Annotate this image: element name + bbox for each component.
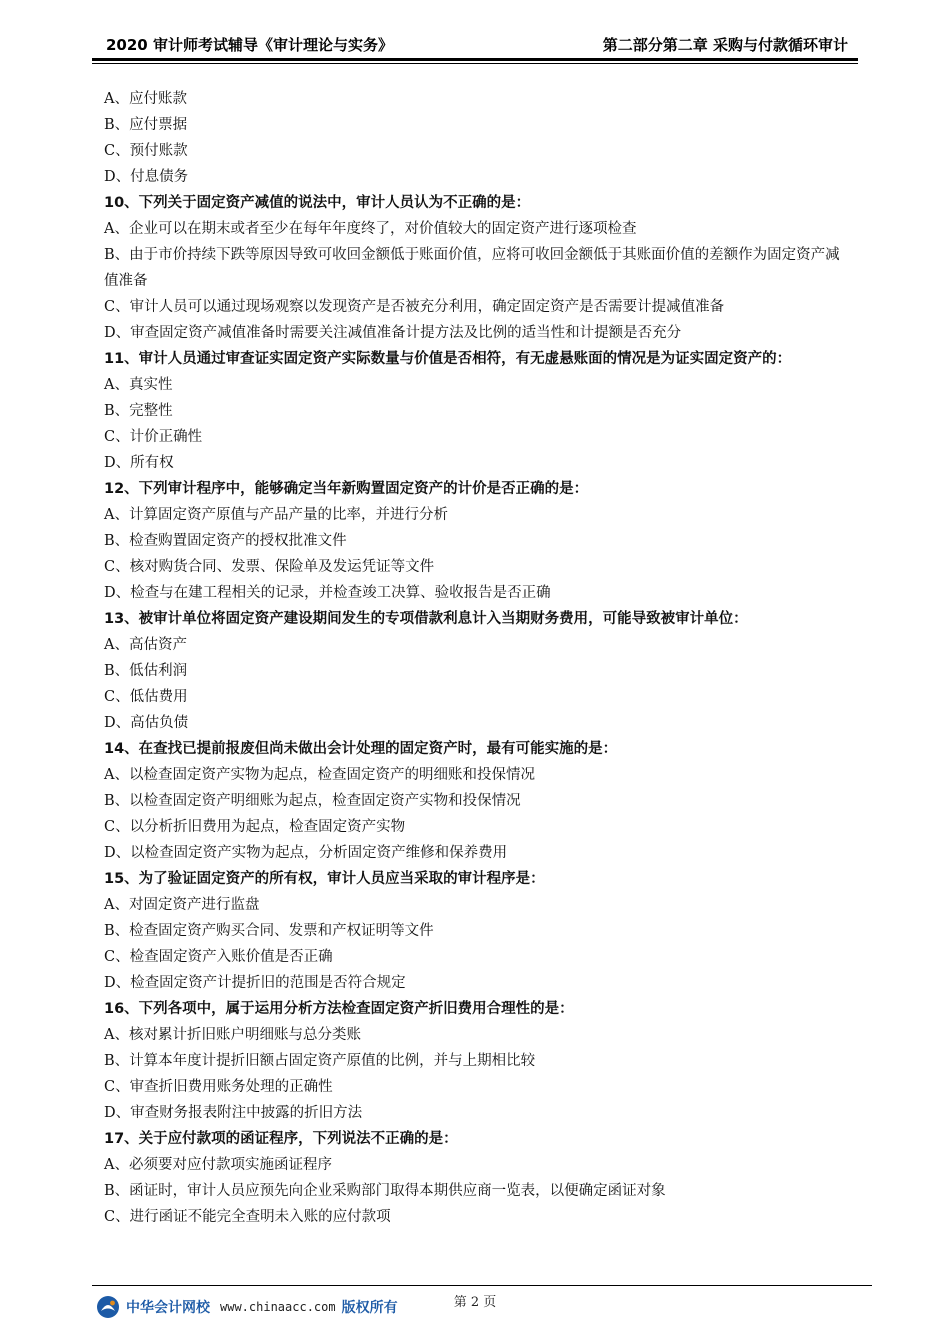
- question-stem: 13、被审计单位将固定资产建设期间发生的专项借款利息计入当期财务费用，可能导致被审计单位：: [104, 611, 748, 627]
- site-url[interactable]: www.chinaacc.com: [220, 1300, 336, 1314]
- copyright-text: 版权所有: [341, 1300, 398, 1316]
- answer-option: D、所有权: [104, 455, 174, 471]
- question-stem: 11、审计人员通过审查证实固定资产实际数量与价值是否相符，有无虚悬账面的情况是为证实固定资产的：: [104, 351, 792, 367]
- answer-option: B、以检查固定资产明细账为起点，检查固定资产实物和投保情况: [104, 793, 521, 809]
- answer-option: A、对固定资产进行监盘: [104, 897, 260, 913]
- answer-option: A、企业可以在期末或者至少在每年年度终了，对价值较大的固定资产进行逐项检查: [104, 221, 637, 237]
- answer-option: C、以分析折旧费用为起点，检查固定资产实物: [104, 819, 406, 835]
- brand-name: 中华会计网校: [126, 1300, 210, 1316]
- answer-option: B、检查购置固定资产的授权批准文件: [104, 533, 347, 549]
- answer-option: A、计算固定资产原值与产品产量的比率，并进行分析: [104, 507, 448, 523]
- footer-brand: [96, 1294, 398, 1320]
- answer-option: C、核对购货合同、发票、保险单及发运凭证等文件: [104, 559, 435, 575]
- question-stem: 10、下列关于固定资产减值的说法中，审计人员认为不正确的是：: [104, 195, 531, 211]
- header-chapter: 第二部分第二章 采购与付款循环审计: [602, 36, 848, 54]
- chinaacc-logo-icon: [96, 1295, 120, 1319]
- answer-option: B、检查固定资产购买合同、发票和产权证明等文件: [104, 923, 434, 939]
- question-stem: 17、关于应付款项的函证程序，下列说法不正确的是：: [104, 1131, 458, 1147]
- header-rule-thin: [92, 63, 858, 64]
- answer-option: C、审计人员可以通过现场观察以发现资产是否被充分利用，确定固定资产是否需要计提减值准备: [104, 299, 725, 315]
- answer-option: A、必须要对应付款项实施函证程序: [104, 1157, 332, 1173]
- answer-option: A、真实性: [104, 377, 173, 393]
- answer-option: A、高估资产: [104, 637, 187, 653]
- answer-option: C、计价正确性: [104, 429, 203, 445]
- page-number: 第 2 页: [453, 1295, 497, 1310]
- question-list: [104, 86, 852, 1230]
- question-stem: 12、下列审计程序中，能够确定当年新购置固定资产的计价是否正确的是：: [104, 481, 589, 497]
- answer-option: B、应付票据: [104, 117, 188, 133]
- answer-option: B、由于市价持续下跌等原因导致可收回金额低于账面价值，应将可收回金额低于其账面价值的差额作为固定资产减值准备: [104, 247, 840, 289]
- answer-option: B、计算本年度计提折旧额占固定资产原值的比例，并与上期相比较: [104, 1053, 536, 1069]
- answer-option: D、检查与在建工程相关的记录，并检查竣工决算、验收报告是否正确: [104, 585, 551, 601]
- answer-option: A、应付账款: [104, 91, 187, 107]
- question-stem: 15、为了验证固定资产的所有权，审计人员应当采取的审计程序是：: [104, 871, 545, 887]
- answer-option: D、高估负债: [104, 715, 189, 731]
- answer-option: D、审查财务报表附注中披露的折旧方法: [104, 1105, 363, 1121]
- answer-option: B、完整性: [104, 403, 173, 419]
- header-rule-thick: [92, 58, 858, 61]
- answer-option: D、付息债务: [104, 169, 189, 185]
- answer-option: C、审查折旧费用账务处理的正确性: [104, 1079, 333, 1095]
- header-title: 2020 审计师考试辅导《审计理论与实务》: [106, 36, 393, 54]
- answer-option: C、预付账款: [104, 143, 188, 159]
- answer-option: A、以检查固定资产实物为起点，检查固定资产的明细账和投保情况: [104, 767, 535, 783]
- answer-option: A、核对累计折旧账户明细账与总分类账: [104, 1027, 361, 1043]
- answer-option: B、函证时，审计人员应预先向企业采购部门取得本期供应商一览表，以便确定函证对象: [104, 1183, 666, 1199]
- answer-option: B、低估利润: [104, 663, 188, 679]
- answer-option: C、检查固定资产入账价值是否正确: [104, 949, 333, 965]
- answer-option: D、检查固定资产计提折旧的范围是否符合规定: [104, 975, 406, 991]
- answer-option: C、进行函证不能完全查明未入账的应付款项: [104, 1209, 391, 1225]
- question-stem: 16、下列各项中，属于运用分析方法检查固定资产折旧费用合理性的是：: [104, 1001, 574, 1017]
- answer-option: C、低估费用: [104, 689, 188, 705]
- answer-option: D、审查固定资产减值准备时需要关注减值准备计提方法及比例的适当性和计提额是否充分: [104, 325, 682, 341]
- footer-rule: [92, 1285, 872, 1286]
- question-stem: 14、在查找已提前报废但尚未做出会计处理的固定资产时，最有可能实施的是：: [104, 741, 618, 757]
- page-header: [92, 30, 858, 56]
- answer-option: D、以检查固定资产实物为起点，分析固定资产维修和保养费用: [104, 845, 508, 861]
